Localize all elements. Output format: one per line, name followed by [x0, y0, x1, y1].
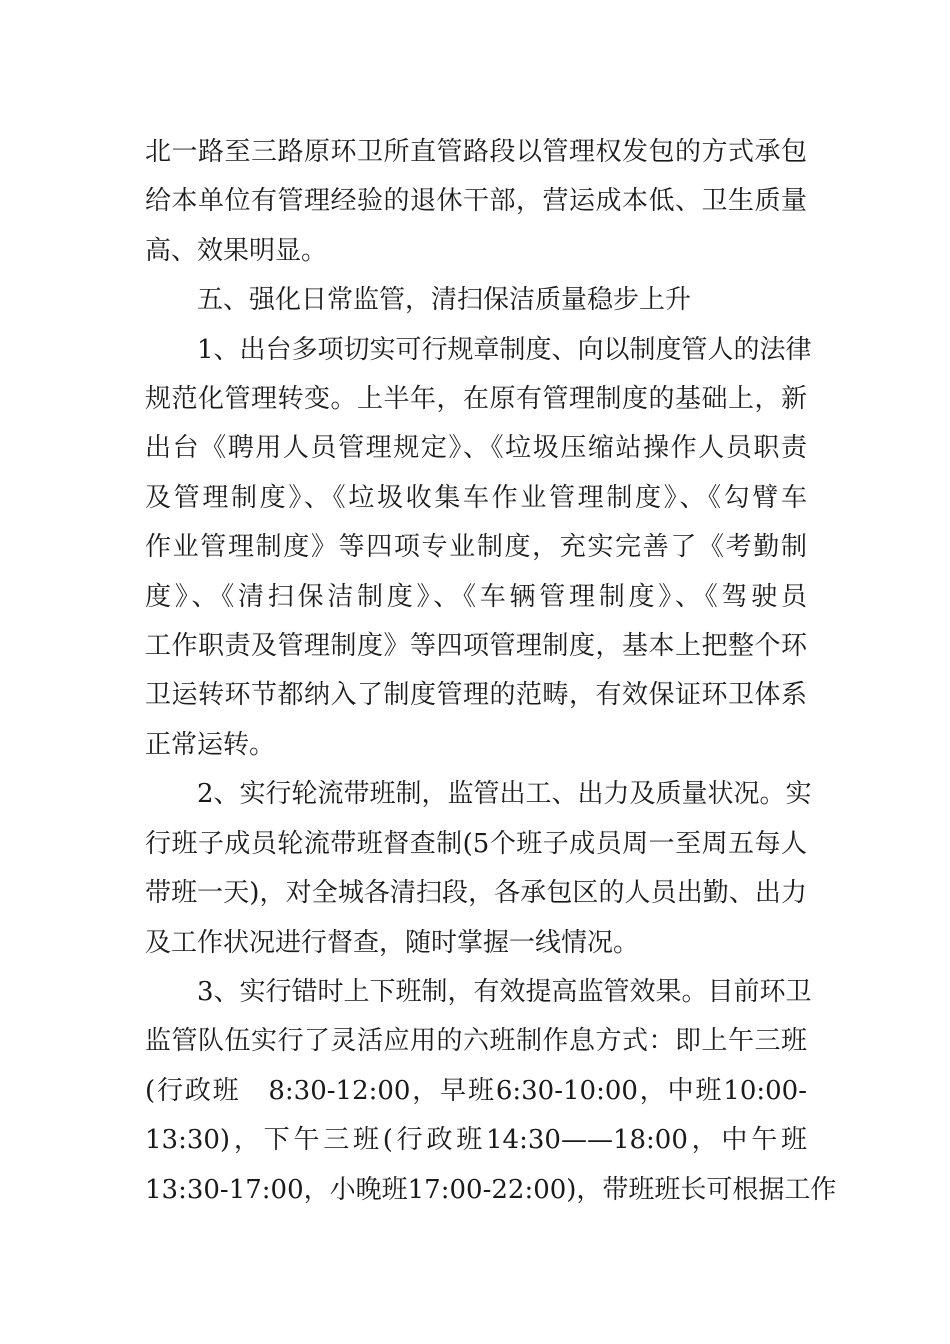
- text-line: 及管理制度》、《垃圾收集车作业管理制度》、《勾臂车: [145, 482, 807, 513]
- text-line: 工作职责及管理制度》等四项管理制度，基本上把整个环: [145, 631, 807, 662]
- text-line: 度》、《清扫保洁制度》、《车辆管理制度》、《驾驶员: [145, 581, 807, 612]
- paragraph-item-3-shifts: [145, 968, 837, 1215]
- text-line: 13:30-17:00，小晚班17:00-22:00)，带班班长可根据工作: [145, 1174, 837, 1205]
- text-line: 及工作状况进行督查，随时掌握一线情况。: [145, 927, 640, 958]
- document-body: [145, 128, 837, 1215]
- section-heading-five: [145, 276, 807, 325]
- text-line: 13:30)，下午三班(行政班14:30——18:00，中午班: [145, 1125, 807, 1156]
- text-line: 北一路至三路原环卫所直管路段以管理权发包的方式承包: [145, 137, 807, 167]
- section-heading-text: 五、强化日常监管，清扫保洁质量稳步上升: [197, 285, 692, 316]
- text-line: 给本单位有管理经验的退休干部，营运成本低、卫生质量: [145, 186, 807, 217]
- text-line: 1、出台多项切实可行规章制度、向以制度管人的法律: [197, 334, 812, 365]
- text-line: 卫运转环节都纳入了制度管理的范畴，有效保证环卫体系: [145, 680, 807, 711]
- text-line: 规范化管理转变。上半年，在原有管理制度的基础上，新: [145, 384, 807, 415]
- text-line: 3、实行错时上下班制，有效提高监管效果。目前环卫: [197, 976, 812, 1007]
- text-line: 正常运转。: [145, 729, 276, 760]
- paragraph-contract-management: [145, 128, 807, 276]
- text-line: 出台《聘用人员管理规定》、《垃圾压缩站操作人员职责: [145, 433, 807, 464]
- paragraph-item-2-rotation: [145, 770, 812, 968]
- text-line: 行班子成员轮流带班督查制(5个班子成员周一至周五每人: [145, 828, 807, 859]
- text-line: (行政班 8:30-12:00，早班6:30-10:00，中班10:00-: [145, 1075, 807, 1106]
- text-line: 2、实行轮流带班制，监管出工、出力及质量状况。实: [197, 779, 812, 810]
- text-line: 监管队伍实行了灵活应用的六班制作息方式：即上午三班: [145, 1026, 807, 1057]
- text-line: 作业管理制度》等四项专业制度，充实完善了《考勤制: [145, 532, 807, 563]
- text-line: 带班一天)，对全城各清扫段，各承包区的人员出勤、出力: [145, 878, 807, 909]
- paragraph-item-1-regulations: [145, 326, 812, 771]
- text-line: 高、效果明显。: [145, 235, 328, 266]
